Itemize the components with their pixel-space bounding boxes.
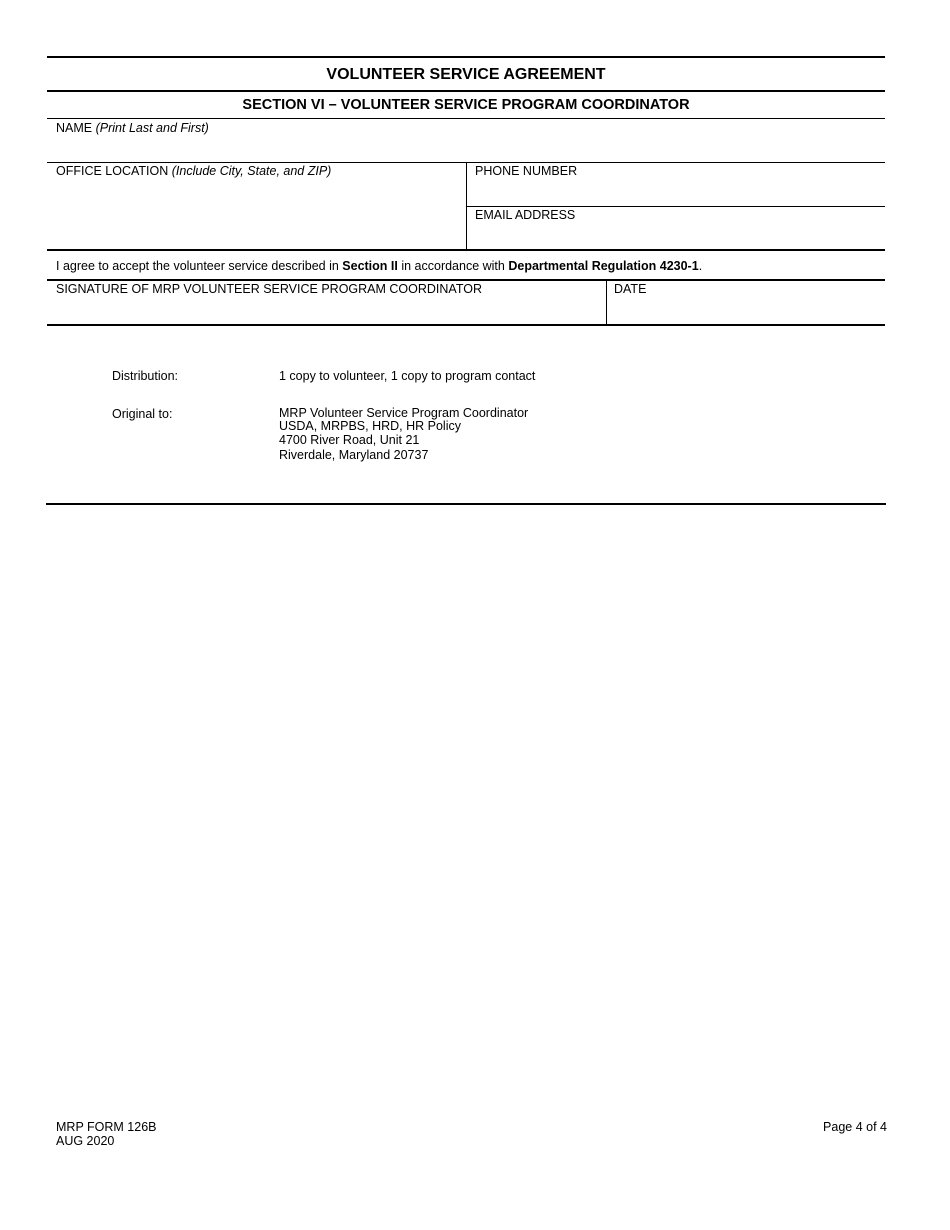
name-field[interactable] bbox=[56, 121, 209, 135]
date-field[interactable] bbox=[614, 282, 646, 296]
name-hint: (Print Last and First) bbox=[95, 121, 209, 135]
agreement-regulation-ref: Departmental Regulation 4230-1 bbox=[508, 259, 699, 273]
form-title: VOLUNTEER SERVICE AGREEMENT bbox=[326, 66, 606, 83]
form-number: MRP FORM 126B bbox=[56, 1120, 157, 1134]
bottom-rule bbox=[46, 503, 886, 505]
phone-rule bbox=[466, 206, 885, 207]
agreement-rule bbox=[47, 279, 885, 281]
office-location-label: OFFICE LOCATION bbox=[56, 164, 169, 178]
signature-rule bbox=[47, 324, 885, 326]
office-location-hint: (Include City, State, and ZIP) bbox=[171, 164, 332, 178]
section-title: SECTION VI – VOLUNTEER SERVICE PROGRAM COORDINATOR bbox=[242, 97, 690, 113]
email-address-field[interactable] bbox=[475, 208, 575, 222]
original-to-address bbox=[279, 407, 528, 462]
agreement-text-3: . bbox=[698, 259, 703, 273]
phone-number-field[interactable] bbox=[475, 164, 577, 178]
form-date: AUG 2020 bbox=[56, 1134, 115, 1148]
address-line: MRP Volunteer Service Program Coordinator bbox=[279, 406, 529, 420]
page-number: Page 4 of 4 bbox=[823, 1120, 887, 1134]
distribution-value: 1 copy to volunteer, 1 copy to program contact bbox=[279, 369, 536, 383]
title-rule bbox=[47, 90, 885, 92]
distribution-label: Distribution: bbox=[112, 369, 178, 383]
agreement-statement bbox=[56, 259, 702, 273]
original-to-label: Original to: bbox=[112, 407, 173, 421]
agreement-section-ref: Section II bbox=[342, 259, 398, 273]
email-address-label: EMAIL ADDRESS bbox=[475, 208, 576, 222]
signature-label: SIGNATURE OF MRP VOLUNTEER SERVICE PROGRAM COORDINATOR bbox=[56, 282, 482, 296]
address-line: Riverdale, Maryland 20737 bbox=[279, 448, 429, 462]
office-location-field[interactable] bbox=[56, 164, 331, 178]
agreement-text-2: in accordance with bbox=[397, 259, 509, 273]
date-label: DATE bbox=[614, 282, 647, 296]
signature-field[interactable] bbox=[56, 282, 482, 296]
name-label: NAME bbox=[56, 121, 93, 135]
top-rule bbox=[47, 56, 885, 58]
signature-divider bbox=[606, 280, 607, 325]
address-line: USDA, MRPBS, HRD, HR Policy bbox=[279, 419, 461, 433]
agreement-text-1: I agree to accept the volunteer service described in bbox=[56, 259, 343, 273]
section-rule bbox=[47, 118, 885, 119]
phone-number-label: PHONE NUMBER bbox=[475, 164, 578, 178]
address-line: 4700 River Road, Unit 21 bbox=[279, 433, 420, 447]
office-rule bbox=[47, 249, 885, 251]
